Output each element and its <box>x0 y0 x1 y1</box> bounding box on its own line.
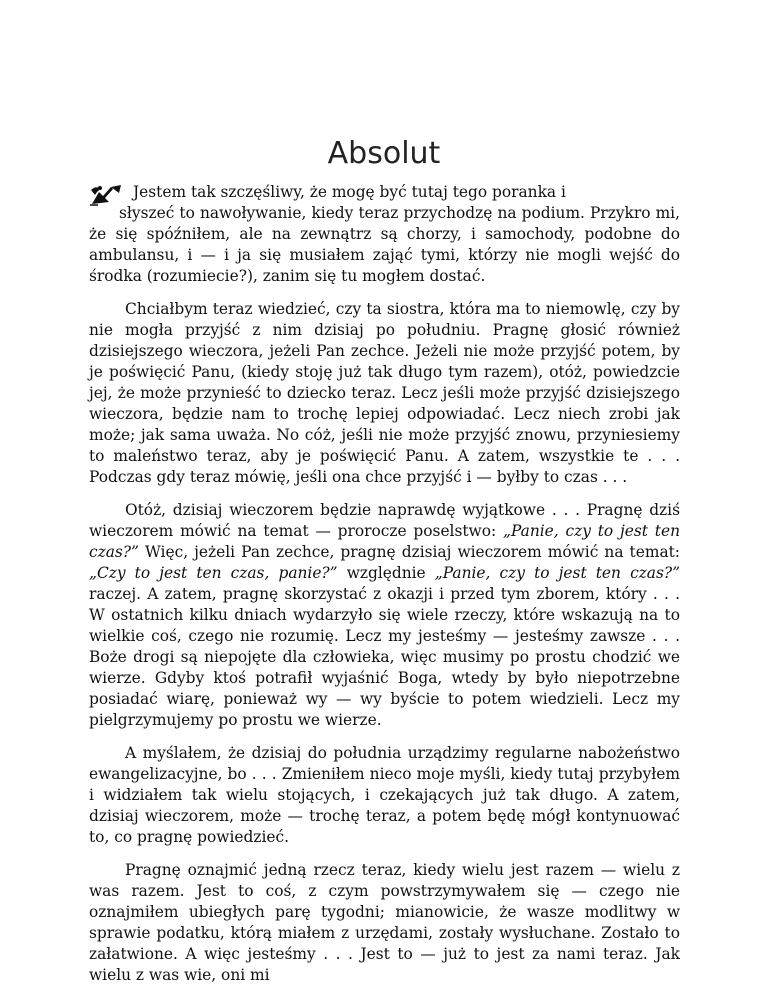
paragraph-4: A myślałem, że dzisiaj do południa urządzimy regularne nabożeństwo ewangelizacyjne, bo . . . Zmieniłem nieco moje myśli, kiedy tutaj przybyłem i widziałem tak wielu stojących, i czekających już tak długo. A zatem, dzisiaj wieczorem, może — trochę teraz, a potem będę mógł kontynuować to, co pragnę powiedzieć. <box>89 744 680 846</box>
paragraph-1 <box>89 182 680 287</box>
quote-3: „Panie, czy to jest ten czas?” <box>434 564 680 582</box>
paragraph-5: Pragnę oznajmić jedną rzecz teraz, kiedy wielu jest razem — wielu z was razem. Jest to coś, z czym powstrzymywałem się — czego nie oznajmiłem ubiegłych parę tygodni; mianowicie, że wasze modlitwy w sprawie podatku, którą miałem z urzędami, zostały wysłuchane. Zostało to załatwione. A więc jesteśmy . . . Jest to — już to jest za nami teraz. Jak wielu z was wie, oni mi <box>89 861 680 984</box>
page-title: Absolut <box>327 136 441 172</box>
quote-1: „Panie, czy to jest ten czas?” <box>89 522 680 561</box>
trumpet-angel-icon <box>89 184 123 206</box>
paragraph-1-first-line: Jestem tak szczęśliwy, że mogę być tutaj tego poranka i <box>133 183 566 201</box>
sermon-body <box>89 182 680 998</box>
paragraph-1-rest: słyszeć to nawoływanie, kiedy teraz przychodzę na podium. Przykro mi, że się spóźniłem, ale na zewnątrz są chorzy, i samochody, podobne do ambulansu, i — i ja się musiałem zająć tymi, którzy nie mogli wejść do środka (rozumiecie?), zanim się tu mogłem dostać. <box>89 204 680 285</box>
quote-2: „Czy to jest ten czas, panie?” <box>89 564 338 582</box>
paragraph-3: Otóż, dzisiaj wieczorem będzie naprawdę wyjątkowe . . . Pragnę dziś wieczorem mówić na temat — prorocze poselstwo: „Panie, czy to jest ten czas?” Więc, jeżeli Pan zechce, pragnę dzisiaj wieczorem mówić na temat: „Czy to jest ten czas, panie?” względnie „Panie, czy to jest ten czas?” raczej. A zatem, pragnę skorzystać z okazji i przed tym zborem, który . . . W ostatnich kilku dniach wydarzyło się wiele rzeczy, które wskazują na to wielkie coś, czego nie rozumię. Lecz my jesteśmy — jesteśmy zawsze . . . Boże drogi są niepojęte dla człowieka, więc musimy po prostu chodzić we wierze. Gdyby ktoś potrafił wyjaśnić Boga, wtedy by było niepotrzebne posiadać wiarę, ponieważ wy — wy byście to potem wiedzieli. Lecz my pielgrzymujemy po prostu we wierze. <box>89 501 680 729</box>
paragraph-2: Chciałbym teraz wiedzieć, czy ta siostra, która ma to niemowlę, czy by nie mogła przyjść z nim dzisiaj po południu. Pragnę głosić również dzisiejszego wieczora, jeżeli Pan zechce. Jeżeli nie może przyjść potem, by je poświęcić Panu, (kiedy stoję już tak długo tym razem), otóż, powiedzcie jej, że może przynieść to dziecko teraz. Lecz jeśli może przyjść dzisiejszego wieczora, będzie nam to trochę lepiej odpowiadać. Lecz niech zrobi jak może; jak sama uważa. No cóż, jeśli nie może przyjść znowu, przyniesiemy to maleństwo teraz, aby je poświęcić Panu. A zatem, wszystkie te . . . Podczas gdy teraz mówię, jeśli ona chce przyjść i — byłby to czas . . . <box>89 300 680 486</box>
